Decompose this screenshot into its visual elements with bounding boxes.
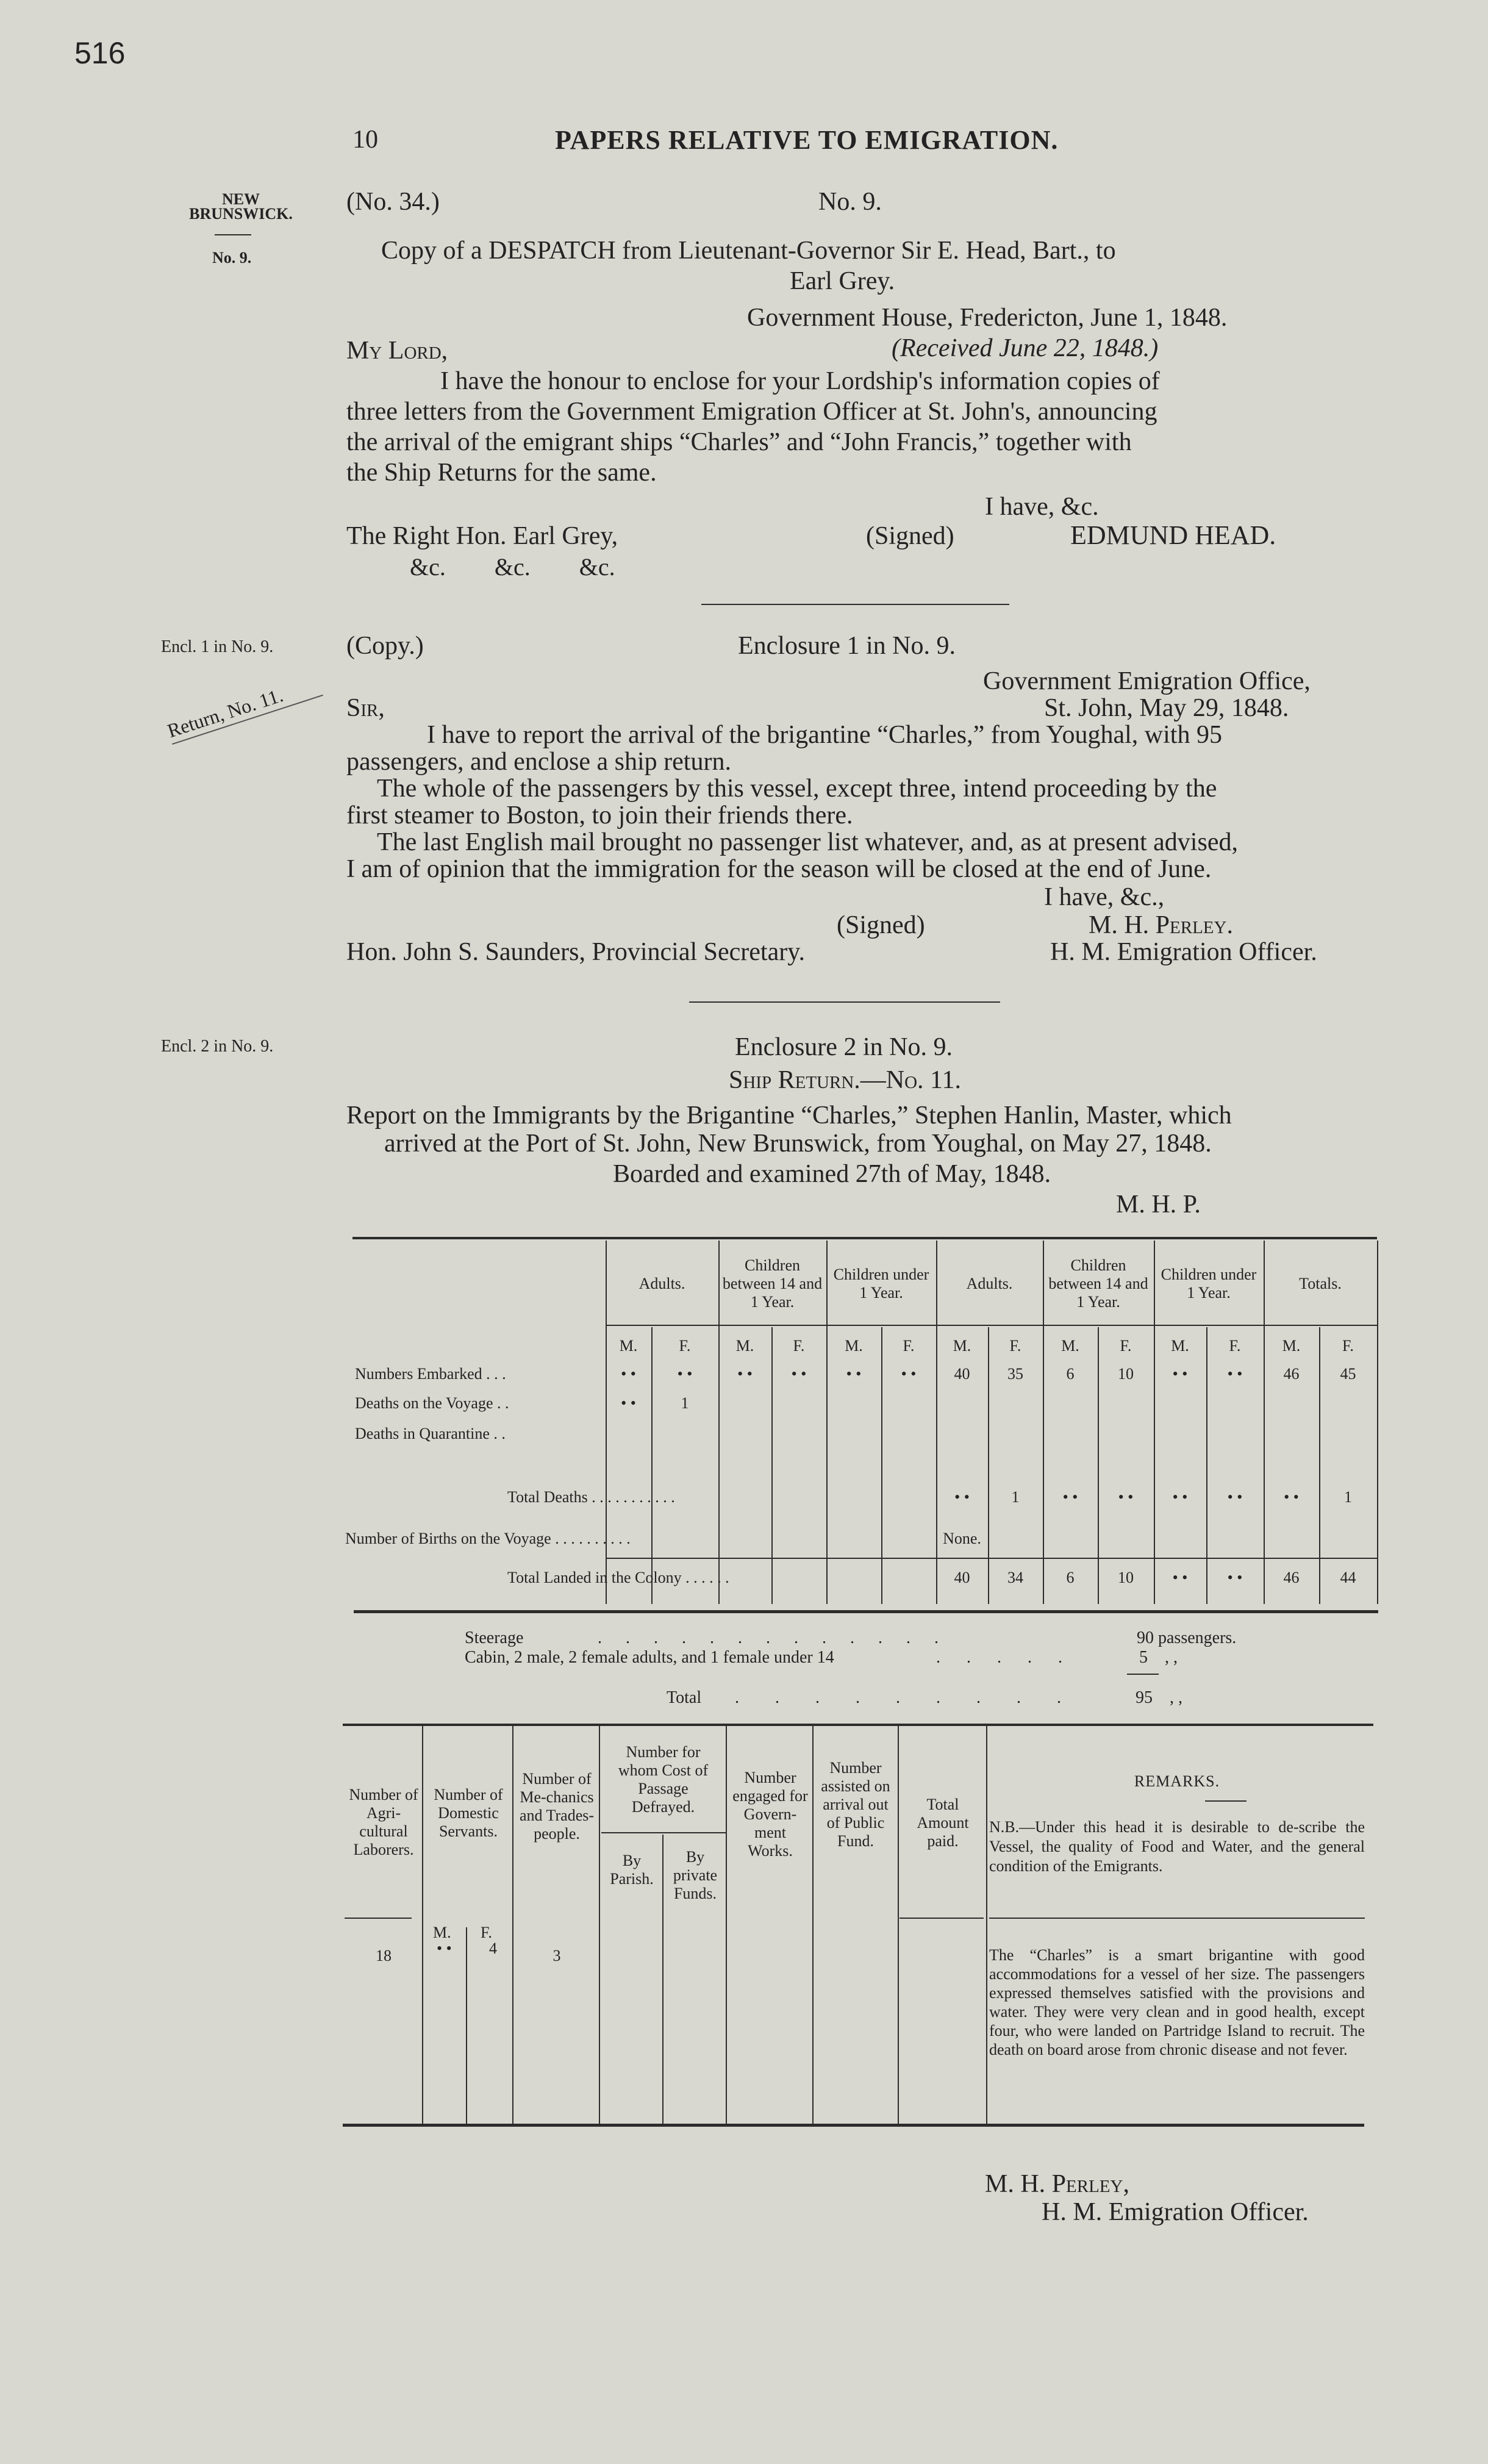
encl2-title: Enclosure 2 in No. 9. [735,1033,953,1061]
encl1-salutation: Sir, [346,694,385,722]
encl2-report-2: arrived at the Port of St. John, New Brunswick, from Youghal, on May 27, 1848. [384,1130,1212,1158]
despatch-body-4: the Ship Returns for the same. [346,459,657,487]
table2-top-rule [343,1724,1373,1726]
table1-group-header: Adults. [638,1275,685,1292]
table1-cell: 35 [1007,1365,1023,1383]
table1-cell: 1 [681,1394,689,1412]
table1-sub-header: M. [1282,1337,1301,1355]
encl1-p2-1: The whole of the passengers by this vessel, except three, intend proceeding by the [377,775,1217,803]
t2-h-engaged: Number engaged for Govern-ment Works. [732,1769,808,1860]
table1-row-label: Deaths in Quarantine . . [355,1425,506,1442]
t2-col-sep [986,1726,987,2124]
table1-top-rule [352,1237,1377,1239]
t2-h-parish: By Parish. [610,1852,654,1888]
despatch-number: No. 9. [818,188,882,216]
encl1-signature: M. H. Perley. [1089,911,1233,939]
section-divider [701,604,1009,605]
t2-h-domestic: Number of Domestic Servants. [434,1786,503,1840]
despatch-received: (Received June 22, 1848.) [892,334,1159,362]
table1-sub-header: F. [1120,1337,1132,1355]
table1-cell: 6 [1066,1365,1075,1383]
encl1-p1-1: I have to report the arrival of the brigantine “Charles,” from Youghal, with 95 [427,721,1222,749]
encl1-title: Enclosure 1 in No. 9. [738,632,956,660]
table1-cell: 40 [954,1365,970,1383]
t2-dom-m: M. [433,1924,451,1941]
table1-group-border [936,1241,937,1604]
table1-group-header: Adults. [966,1275,1013,1292]
table1-group-border [718,1241,720,1604]
table1-cell: • • [677,1365,693,1383]
encl1-closing: I have, &c., [1044,883,1165,911]
table1-sub-header: F. [1342,1337,1354,1355]
despatch-heading-2: Earl Grey. [790,267,895,295]
table1-sub-header: F. [1229,1337,1241,1355]
t2-head-rule [989,1918,1365,1919]
t2-cost-rule [601,1832,727,1833]
margin-encl2: Encl. 2 in No. 9. [161,1037,274,1056]
encl1-signed: (Signed) [837,911,925,939]
despatch-signed: (Signed) [866,522,954,550]
encl1-p2-2: first steamer to Boston, to join their friends there. [346,801,853,829]
encl2-report-1: Report on the Immigrants by the Brigantine “Charles,” Stephen Hanlin, Master, which [346,1101,1232,1130]
total-label: Total [667,1688,702,1707]
table1-landed-rule [606,1558,1377,1559]
t2-h-amount: Total Amount paid. [917,1796,969,1850]
table1-births-label: Number of Births on the Voyage . . . . . . . . . . [345,1530,631,1547]
table1-cell: • • [954,1488,970,1506]
encl1-copy: (Copy.) [346,632,424,660]
encl1-signer-title: H. M. Emigration Officer. [1050,938,1317,966]
despatch-heading: Copy of a DESPATCH from Lieutenant-Governor Sir E. Head, Bart., to [381,237,1116,265]
table1-cell: • • [737,1365,753,1383]
t2-nb: N.B.—Under this head it is desirable to de-scribe the Vessel, the quality of Food and Water, and the general condition of the Emigrants. [989,1818,1365,1875]
table1-cell: 6 [1066,1569,1075,1586]
table1-sub-header: F. [903,1337,915,1355]
t2-remarks: The “Charles” is a smart brigantine with good accommodations for a vessel of her size. The passengers expressed themselves satisfied with the provisions and water. They were very clean and in good health, except four, who were landed on Partridge Island to recruit. The death on board arose from chronic disease and not fever. [989,1946,1365,2058]
t2-h-assisted: Number assisted on arrival out of Public Fund. [821,1759,890,1850]
table1-cell: • • [1227,1365,1243,1383]
despatch-body-2: three letters from the Government Emigration Officer at St. John's, announcing [346,398,1157,426]
t2-col-sep [726,1726,727,2124]
table1-cell: • • [1172,1569,1188,1586]
t2-h-remarks: REMARKS. [1134,1772,1220,1790]
t2-v-dom-m: • • [437,1939,452,1957]
encl1-p3-1: The last English mail brought no passenger list whatever, and, as at present advised, [377,828,1238,856]
t2-v-mech: 3 [553,1947,561,1964]
table1-cell: 10 [1118,1365,1134,1383]
table1-group-border [1264,1241,1265,1604]
cabin-dots: . . . . . [936,1648,1073,1667]
t2-h-cost: Number for whom Cost of Passage Defrayed. [618,1743,709,1816]
t2-head-rule [900,1918,984,1919]
cabin-label: Cabin, 2 male, 2 female adults, and 1 female under 14 [465,1648,834,1667]
total-dots: . . . . . . . . . [735,1688,1077,1707]
table1-cell: • • [1284,1488,1299,1506]
page-number: 516 [74,36,126,70]
table1-row-label: Deaths on the Voyage . . [355,1394,509,1412]
t2-col-sep [512,1726,513,2124]
header-number: 10 [352,126,378,154]
table1-group-border [606,1241,607,1604]
t2-col-sep [422,1726,423,2124]
table1-cell: 10 [1118,1569,1134,1586]
table1-group-header: Children between 14 and 1 Year. [1048,1256,1148,1311]
margin-no: No. 9. [212,249,252,267]
table1-cell: • • [791,1365,807,1383]
table1-cell: • • [846,1365,862,1383]
table1-cell: 34 [1007,1569,1023,1586]
table1-cell: 1 [1344,1488,1352,1506]
t2-v-dom-f: 4 [489,1939,497,1957]
sum-rule [1127,1674,1159,1675]
cabin-value: 5 , , [1139,1648,1178,1667]
table1-cell: 1 [1011,1488,1020,1506]
margin-province: NEW BRUNSWICK. [189,190,293,223]
t2-col-sep [466,1927,467,2124]
table1-cell: • • [621,1394,636,1412]
footer-signature: M. H. Perley, [985,2170,1129,2198]
despatch-body-1: I have the honour to enclose for your Lordship's information copies of [440,367,1160,395]
table1-sub-header: M. [953,1337,971,1355]
despatch-addressee: The Right Hon. Earl Grey, [346,522,618,550]
despatch-body-3: the arrival of the emigrant ships “Charles” and “John Francis,” together with [346,428,1132,456]
t2-col-sep [599,1726,600,2124]
section-divider-2 [689,1001,1000,1003]
t2-v-agri: 18 [376,1947,392,1964]
table1-cell: 46 [1283,1569,1300,1586]
table1-group-border [826,1241,828,1604]
table1-cell: • • [1062,1488,1078,1506]
despatch-ref: (No. 34.) [346,188,440,216]
t2-col-sep [898,1726,899,2124]
t2-h-agri: Number of Agri-cultural Laborers. [349,1786,418,1858]
t2-h-mech: Number of Me-chanics and Trades-people. [519,1770,595,1843]
despatch-salutation: My Lord, [346,337,448,365]
encl1-p1-2: passengers, and enclose a ship return. [346,748,731,776]
table1-sub-header: M. [845,1337,863,1355]
table1-cell: • • [1172,1488,1188,1506]
table1-sub-header: F. [793,1337,805,1355]
table1-cell: 40 [954,1569,970,1586]
footer-title: H. M. Emigration Officer. [1042,2198,1309,2226]
table1-cell: 44 [1340,1569,1356,1586]
encl1-p3-2: I am of opinion that the immigration for the season will be closed at the end of June. [346,855,1212,883]
encl2-subtitle: Ship Return.—No. 11. [729,1066,961,1094]
table1-cell: • • [1227,1488,1243,1506]
t2-head-rule [345,1918,412,1919]
margin-rule [215,234,251,235]
steerage-label: Steerage [465,1628,524,1647]
remarks-rule [1205,1800,1247,1802]
t2-h-private: By private Funds. [673,1848,718,1902]
encl2-boarded: Boarded and examined 27th of May, 1848. [613,1160,1051,1188]
table1-group-border [1043,1241,1044,1604]
table1-cell: • • [621,1365,636,1383]
encl1-office: Government Emigration Office, [983,667,1311,695]
despatch-signature: EDMUND HEAD. [1070,520,1276,550]
steerage-dots: . . . . . . . . . . . . . [598,1628,948,1647]
margin-encl1: Encl. 1 in No. 9. [161,637,274,656]
encl1-place-date: St. John, May 29, 1848. [1044,694,1289,722]
table1-total-deaths-label: Total Deaths . . . . . . . . . . . [507,1488,675,1506]
table1-cell: 46 [1283,1365,1300,1383]
table1-births-value: None. [943,1530,981,1547]
encl2-initials: M. H. P. [1116,1191,1201,1219]
table1-cell: • • [1227,1569,1243,1586]
table1-group-header: Children under 1 Year. [1161,1266,1257,1302]
table1-sub-header: M. [1061,1337,1079,1355]
table1-row-label: Numbers Embarked . . . [355,1365,506,1383]
table1-header-rule [606,1325,1377,1326]
table1-group-header: Totals. [1299,1275,1342,1292]
t2-col-sep [812,1726,814,2124]
table1-sub-header: M. [619,1337,638,1355]
encl1-addressee: Hon. John S. Saunders, Provincial Secretary. [346,938,805,966]
table1-sub-header: M. [1171,1337,1189,1355]
table1-cell: 45 [1340,1365,1356,1383]
table1-cell: • • [1172,1365,1188,1383]
table1-group-header: Children under 1 Year. [833,1266,929,1302]
table1-landed-label: Total Landed in the Colony . . . . . . [507,1569,729,1586]
table1-group-border [1154,1241,1155,1604]
table1-sub-header: M. [735,1337,754,1355]
despatch-place-date: Government House, Fredericton, June 1, 1848. [747,304,1228,332]
table1-group-header: Children between 14 and 1 Year. [722,1256,823,1311]
table1-group-border [1377,1241,1378,1604]
table1-sub-header: F. [679,1337,691,1355]
t2-dom-f: F. [481,1924,492,1941]
t2-col-sep [662,1835,664,2124]
steerage-value: 90 passengers. [1137,1628,1237,1647]
margin-return-note: Return, No. 11. [165,672,323,745]
total-value: 95 , , [1136,1688,1182,1707]
running-head: PAPERS RELATIVE TO EMIGRATION. [555,125,1059,155]
table2-bottom-rule [343,2124,1364,2127]
despatch-closing: I have, &c. [985,493,1099,521]
despatch-etc: &c. &c. &c. [410,553,615,581]
table1-cell: • • [1118,1488,1134,1506]
table1-cell: • • [901,1365,917,1383]
table1-bottom-rule [354,1610,1378,1613]
table1-sub-header: F. [1009,1337,1021,1355]
